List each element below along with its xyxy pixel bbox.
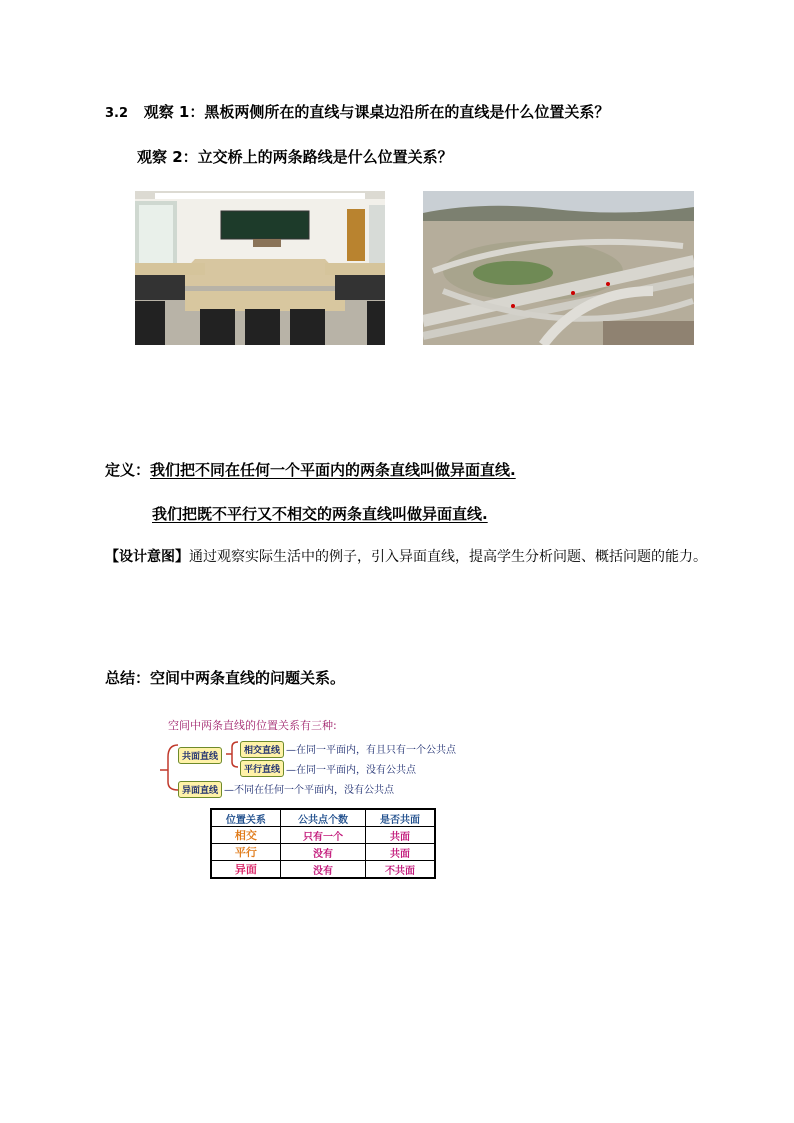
design-intent xyxy=(72,541,732,573)
design-intent-text: 通过观察实际生活中的例子，引入异面直线，提高学生分析问题、概括问题的能力。 xyxy=(189,549,707,565)
table-cell: 共面 xyxy=(366,844,435,861)
table-row xyxy=(211,861,435,879)
table-cell: 不共面 xyxy=(366,861,435,879)
observation-2: 观察 2：立交桥上的两条路线是什么位置关系？ xyxy=(137,148,453,166)
classroom-photo xyxy=(135,191,385,345)
table-header: 公共点个数 xyxy=(280,809,365,827)
parallel-lines-desc: —在同一平面内，没有公共点 xyxy=(286,765,416,776)
observation-1 xyxy=(105,101,609,122)
table-header: 是否共面 xyxy=(366,809,435,827)
definition-line-1 xyxy=(105,459,516,480)
table-cell: 没有 xyxy=(280,844,365,861)
summary-label: 总结： xyxy=(105,669,151,687)
intersecting-lines-desc: —在同一平面内，有且只有一个公共点 xyxy=(286,745,456,756)
section-number: 3.2 xyxy=(105,106,129,121)
skew-lines-desc: —不同在任何一个平面内，没有公共点 xyxy=(224,785,394,796)
table-header-row xyxy=(211,809,435,827)
table-cell: 平行 xyxy=(211,844,280,861)
table-cell: 异面 xyxy=(211,861,280,879)
table-cell: 没有 xyxy=(280,861,365,879)
relation-table xyxy=(210,808,436,879)
diagram-title: 空间中两条直线的位置关系有三种: xyxy=(168,719,337,732)
definition-text-2: 我们把既不平行又不相交的两条直线叫做异面直线. xyxy=(152,505,488,523)
table-cell: 共面 xyxy=(366,827,435,844)
table-row xyxy=(211,827,435,844)
skew-lines-tag: 异面直线 xyxy=(178,781,222,798)
definition-text-1: 我们把不同在任何一个平面内的两条直线叫做异面直线. xyxy=(150,461,516,479)
design-intent-label: 【设计意图】 xyxy=(105,549,189,565)
position-relation-diagram xyxy=(160,712,480,882)
definition-label: 定义： xyxy=(105,461,151,479)
summary xyxy=(105,667,345,688)
intersecting-lines-tag: 相交直线 xyxy=(240,741,284,758)
parallel-lines-tag: 平行直线 xyxy=(240,760,284,777)
interchange-photo xyxy=(423,191,694,345)
table-cell: 只有一个 xyxy=(280,827,365,844)
table-header: 位置关系 xyxy=(211,809,280,827)
table-cell: 相交 xyxy=(211,827,280,844)
observation-1-text: 观察 1：黑板两侧所在的直线与课桌边沿所在的直线是什么位置关系？ xyxy=(143,103,610,121)
summary-text: 空间中两条直线的问题关系。 xyxy=(150,669,346,687)
table-row xyxy=(211,844,435,861)
coplanar-lines-tag: 共面直线 xyxy=(178,747,222,764)
